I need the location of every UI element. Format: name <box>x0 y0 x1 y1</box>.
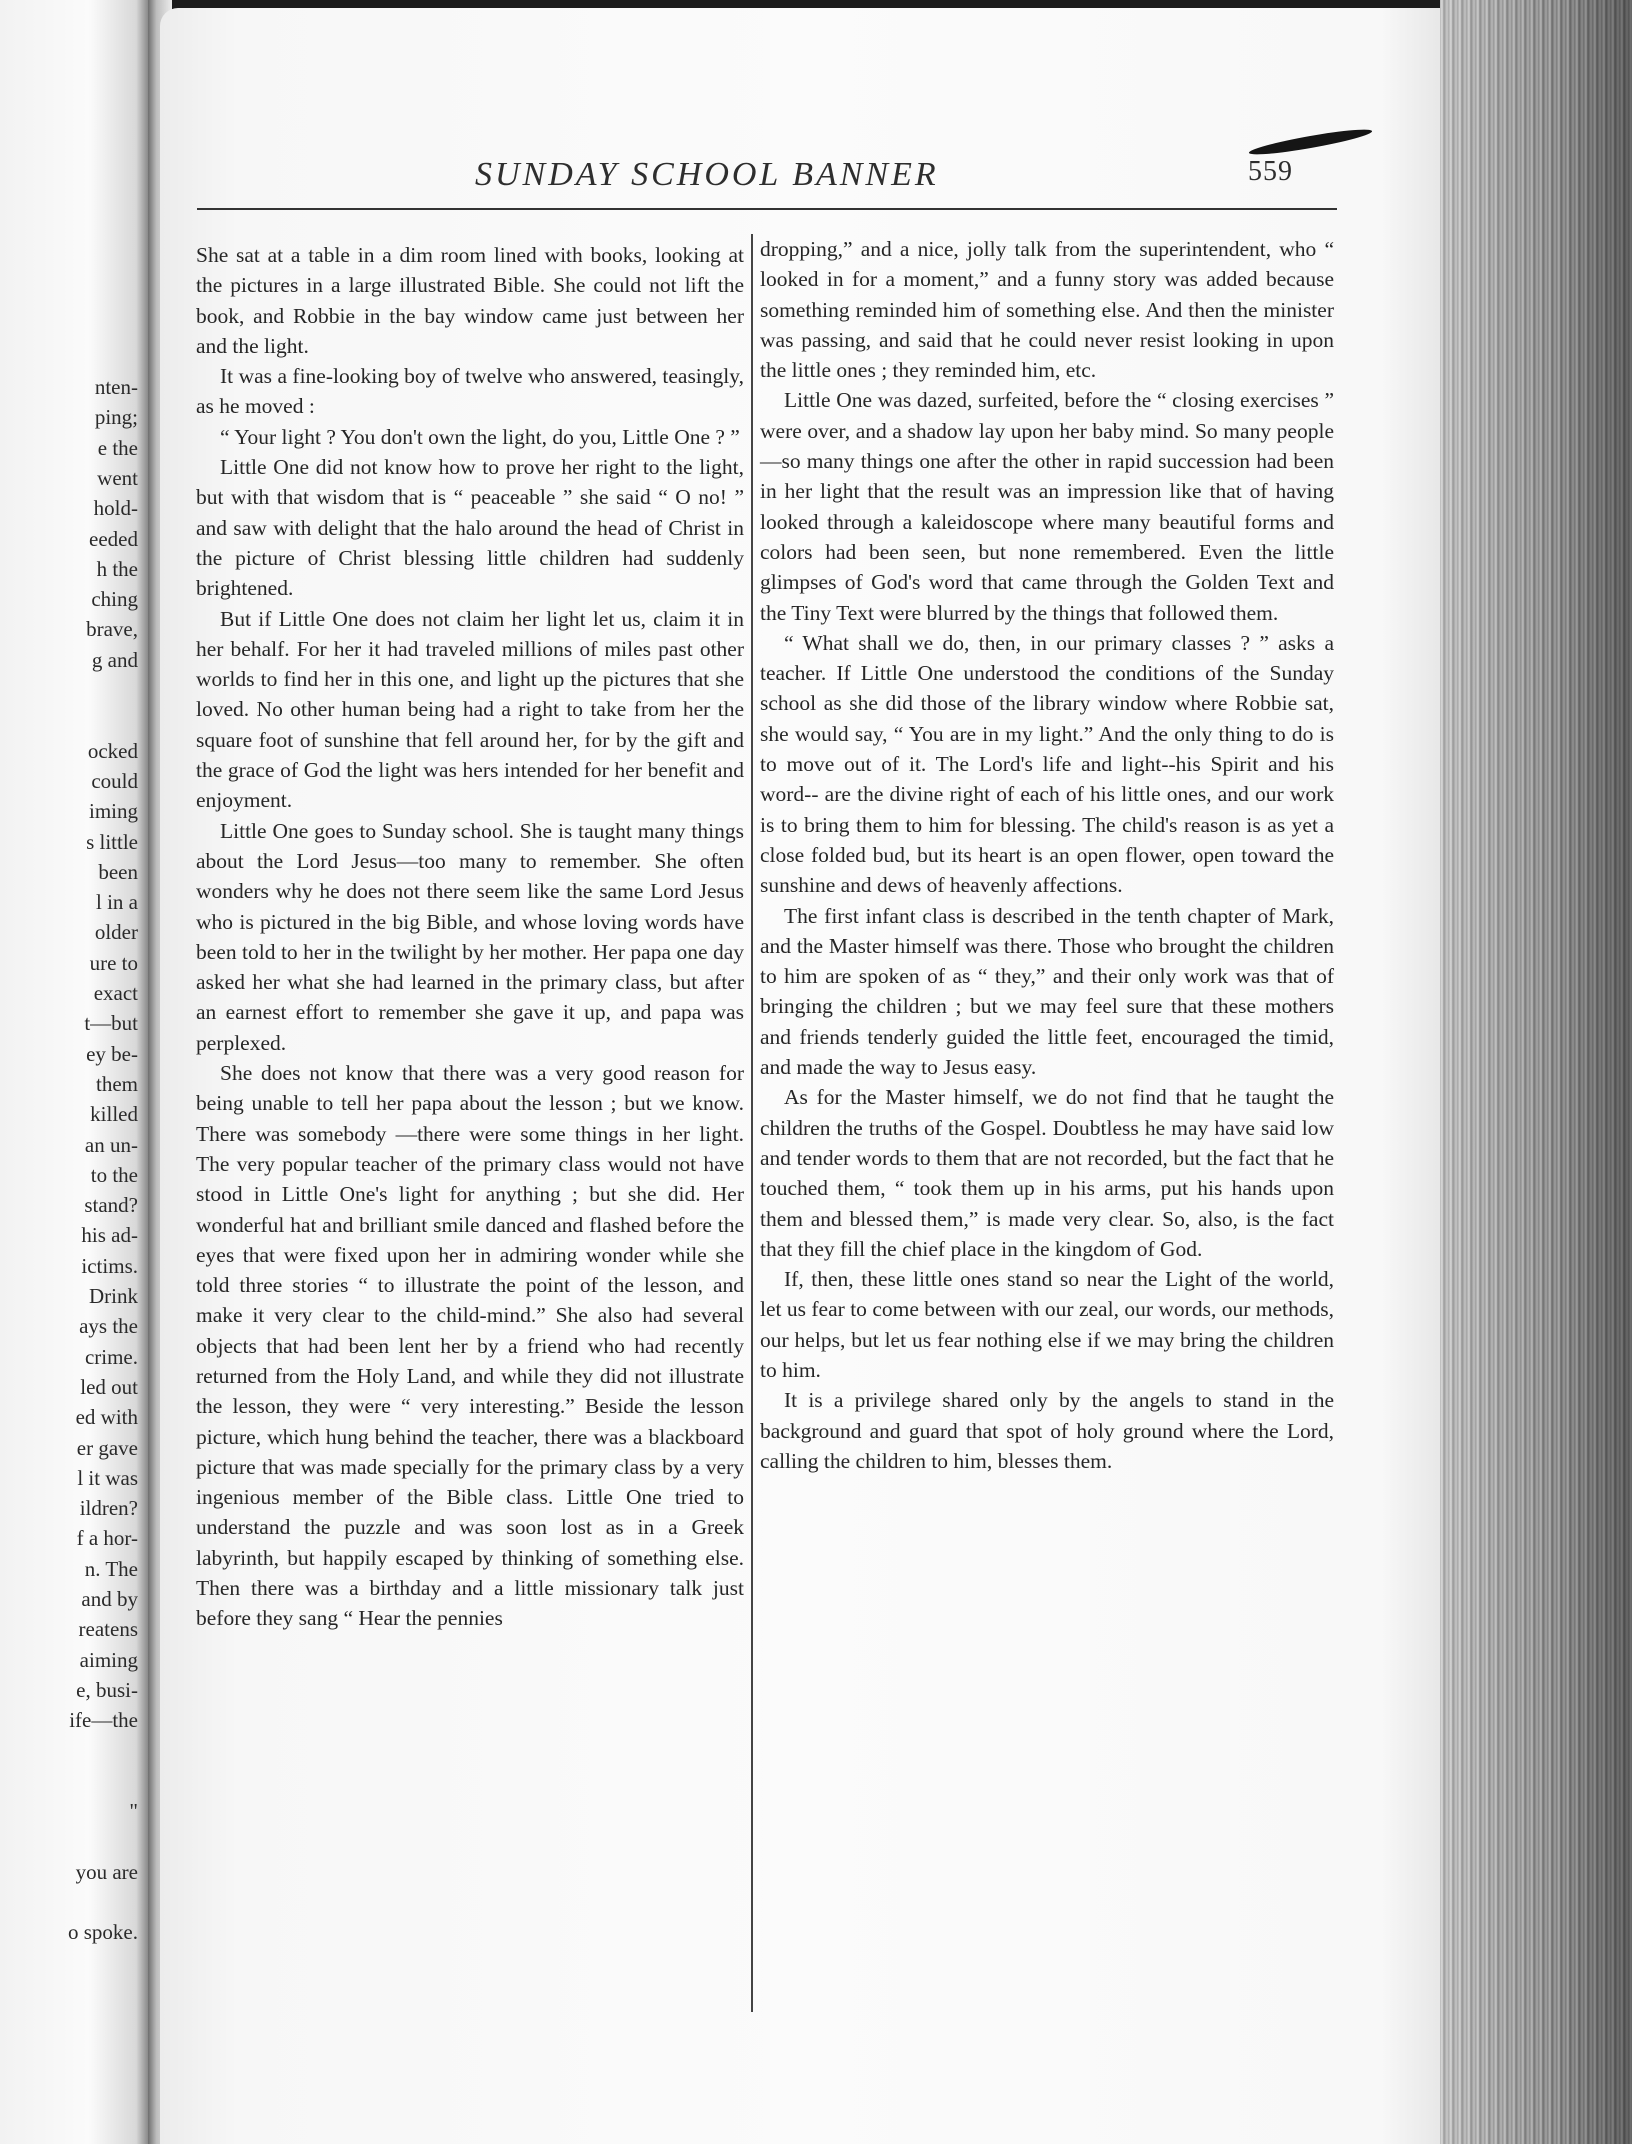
left-page-fragment: l it was <box>77 1465 138 1490</box>
paragraph: Little One goes to Sunday school. She is taught many things about the Lord Jesus—too many to remember. She often wonders why he does not there seem like the same Lord Jesus who is pictured in the big Bible, and whose loving words have been told to her in the twilight by her mother. Her papa one day asked her what she had learned in the primary class, but after an earnest effort to remember she gave it up, and papa was perplexed. <box>196 818 744 1055</box>
page-edges-stack <box>1440 0 1632 2144</box>
running-title: SUNDAY SCHOOL BANNER <box>475 156 939 193</box>
left-page-fragment: l in a <box>96 890 138 915</box>
left-page-fragment: e, busi- <box>76 1677 138 1702</box>
left-page-fragment: iming <box>88 799 138 824</box>
left-page-fragment: n. The <box>84 1556 138 1581</box>
left-page-fragment: nten- <box>94 375 138 399</box>
left-page-fragment: e the <box>97 435 138 460</box>
left-page-fragment: aiming <box>79 1647 138 1672</box>
left-page-fragment: his ad- <box>81 1223 138 1248</box>
left-page-fragment: t—but <box>84 1011 138 1036</box>
paragraph: As for the Master himself, we do not find that he taught the children the truths of the Gospel. Doubtless he may have said low and tender words to them that are not recorded, but the fact that he touched them, “ took them up in his arms, put his hands upon them and blessed them,” is made very clear. So, also, is the fact that they fill the chief place in the kingdom of God. <box>760 1085 1334 1261</box>
left-page-fragment: could <box>91 768 138 793</box>
header-rule <box>197 208 1337 210</box>
right-text-column <box>760 234 1334 1476</box>
left-page-fragment: to the <box>90 1162 138 1187</box>
left-page-fragment: " <box>129 1799 138 1824</box>
left-page-fragment: ching <box>91 587 138 612</box>
left-page-fragment: went <box>97 465 138 490</box>
paragraph: She sat at a table in a dim room lined with books, looking at the pictures in a large illustrated Bible. She could not lift the book, and Robbie in the bay window came just between her and the light. <box>196 243 744 358</box>
left-page-fragment: ed with <box>75 1405 138 1430</box>
left-page-fragment: ictims. <box>81 1253 138 1278</box>
left-page-fragment: killed <box>90 1102 138 1127</box>
left-page-fragment: o spoke. <box>68 1920 138 1945</box>
left-page-fragment: an un- <box>84 1132 138 1157</box>
left-page-fragment: you are <box>75 1859 138 1884</box>
paragraph: dropping,” and a nice, jolly talk from the superintendent, who “ looked in for a moment,” and a funny story was added because something reminded him of something else. And then the minister was passing, and said that he could never resist looking in upon the little ones ; they reminded him, etc. <box>760 237 1334 383</box>
left-text-column <box>196 240 744 1634</box>
left-page-fragment: ping; <box>94 405 138 430</box>
left-page-fragment: ocked <box>87 738 138 763</box>
column-divider <box>751 234 753 2012</box>
left-page-fragment: ure to <box>89 950 138 975</box>
page-number: 559 <box>1248 156 1293 187</box>
paragraph: “ What shall we do, then, in our primary classes ? ” asks a teacher. If Little One understood the conditions of the Sunday school as she did those of the library window where Robbie sat, she would say, “ You are in my light.” And the only thing to do is to move out of it. The Lord's life and light--his Spirit and his word-- are the divine right of each of his little ones, and our work is to bring them to him for blessing. The child's reason is as yet a close folded bud, but its heart is an open flower, open toward the sunshine and dews of heavenly affections. <box>760 630 1334 898</box>
left-page-fragment: ife—the <box>69 1708 138 1733</box>
paragraph: Little One was dazed, surfeited, before the “ closing exercises ” were over, and a shadow lay upon her baby mind. So many people—so many things one after the other in rapid succession had been in her light that the result was an impression like that of having looked through a kaleidoscope where many beautiful forms and colors had been seen, but none remembered. Even the little glimpses of God's word that came through the Golden Text and the Tiny Text were blurred by the things that followed them. <box>760 388 1334 625</box>
left-page-fragment: ey be- <box>86 1041 138 1066</box>
paragraph: It is a privilege shared only by the angels to stand in the background and guard that spot of holy ground where the Lord, calling the children to him, blesses them. <box>760 1388 1334 1473</box>
left-page-fragment: been <box>98 859 138 884</box>
left-page-fragment: crime. <box>84 1344 138 1369</box>
left-page-fragment: older <box>94 920 138 945</box>
left-page-fragment: hold- <box>93 496 138 521</box>
left-page-fragment: led out <box>80 1374 138 1399</box>
left-page-fragment: h the <box>96 556 138 581</box>
paragraph: It was a fine-looking boy of twelve who answered, teasingly, as he moved : <box>196 364 744 419</box>
paragraph: Little One did not know how to prove her right to the light, but with that wisdom that is “ peaceable ” she said “ O no! ” and saw with delight that the halo around the head of Christ in the picture of Christ blessing little children had suddenly brightened. <box>196 455 744 601</box>
paragraph: “ Your light ? You don't own the light, do you, Little One ? ” <box>220 424 740 449</box>
left-page-fragment: er gave <box>76 1435 138 1460</box>
left-page-fragment: them <box>96 1071 138 1096</box>
paragraph: The first infant class is described in the tenth chapter of Mark, and the Master himself was there. Those who brought the children to him are spoken of as “ they,” and their only work was that of bringing the children ; but we may feel sure that these mothers and friends tenderly guided the little feet, encouraged the timid, and made the way to Jesus easy. <box>760 903 1334 1080</box>
left-page-fragment: exact <box>93 981 138 1005</box>
left-page-fragment: s little <box>86 829 138 854</box>
left-page-fragment: stand? <box>84 1193 138 1218</box>
paragraph: If, then, these little ones stand so near the Light of the world, let us fear to come between with our zeal, our words, our methods, our helps, but let us fear nothing else if we may bring the children to him. <box>760 1267 1334 1382</box>
left-page-fragment: reatens <box>78 1617 138 1642</box>
left-page-fragment: brave, <box>86 617 138 642</box>
left-page-fragment: ildren? <box>79 1496 138 1521</box>
left-page-fragment: ays the <box>79 1314 138 1339</box>
left-page-fragment: Drink <box>89 1284 138 1308</box>
left-page-fragment: eeded <box>89 526 138 551</box>
left-page-fragment: and by <box>81 1587 138 1611</box>
adjacent-left-page <box>0 0 148 2144</box>
left-page-fragment: f a hor- <box>76 1526 138 1551</box>
left-page-fragment: g and <box>91 647 138 672</box>
paragraph: But if Little One does not claim her light let us, claim it in her behalf. For her it had traveled millions of miles past other worlds to find her in this one, and light up the pictures that she loved. No other human being had a right to take from her the square foot of sunshine that fell around her, for by the gift and the grace of God the light was hers intended for her benefit and enjoyment. <box>196 606 744 813</box>
paragraph: She does not know that there was a very good reason for being unable to tell her papa about the lesson ; but we know. There was somebody —there were some things in her light. The very popular teacher of the primary class would not have stood in Little One's light for anything ; but she did. Her wonderful hat and brilliant smile danced and flashed before the eyes that were fixed upon her in admiring wonder while she told three stories “ to illustrate the point of the lesson, and make it very clear to the child-mind.” She also had several objects that had been lent her by a friend who had recently returned from the Holy Land, and while they did not illustrate the lesson, they were “ very interesting.” Beside the lesson picture, which hung behind the teacher, there was a blackboard picture that was made specially for the primary class by a very ingenious member of the Bible class. Little One tried to understand the puzzle and was soon lost as in a Greek labyrinth, but happily escaped by thinking of something else. Then there was a birthday and a little missionary talk just before they sang “ Hear the pennies <box>196 1061 744 1631</box>
